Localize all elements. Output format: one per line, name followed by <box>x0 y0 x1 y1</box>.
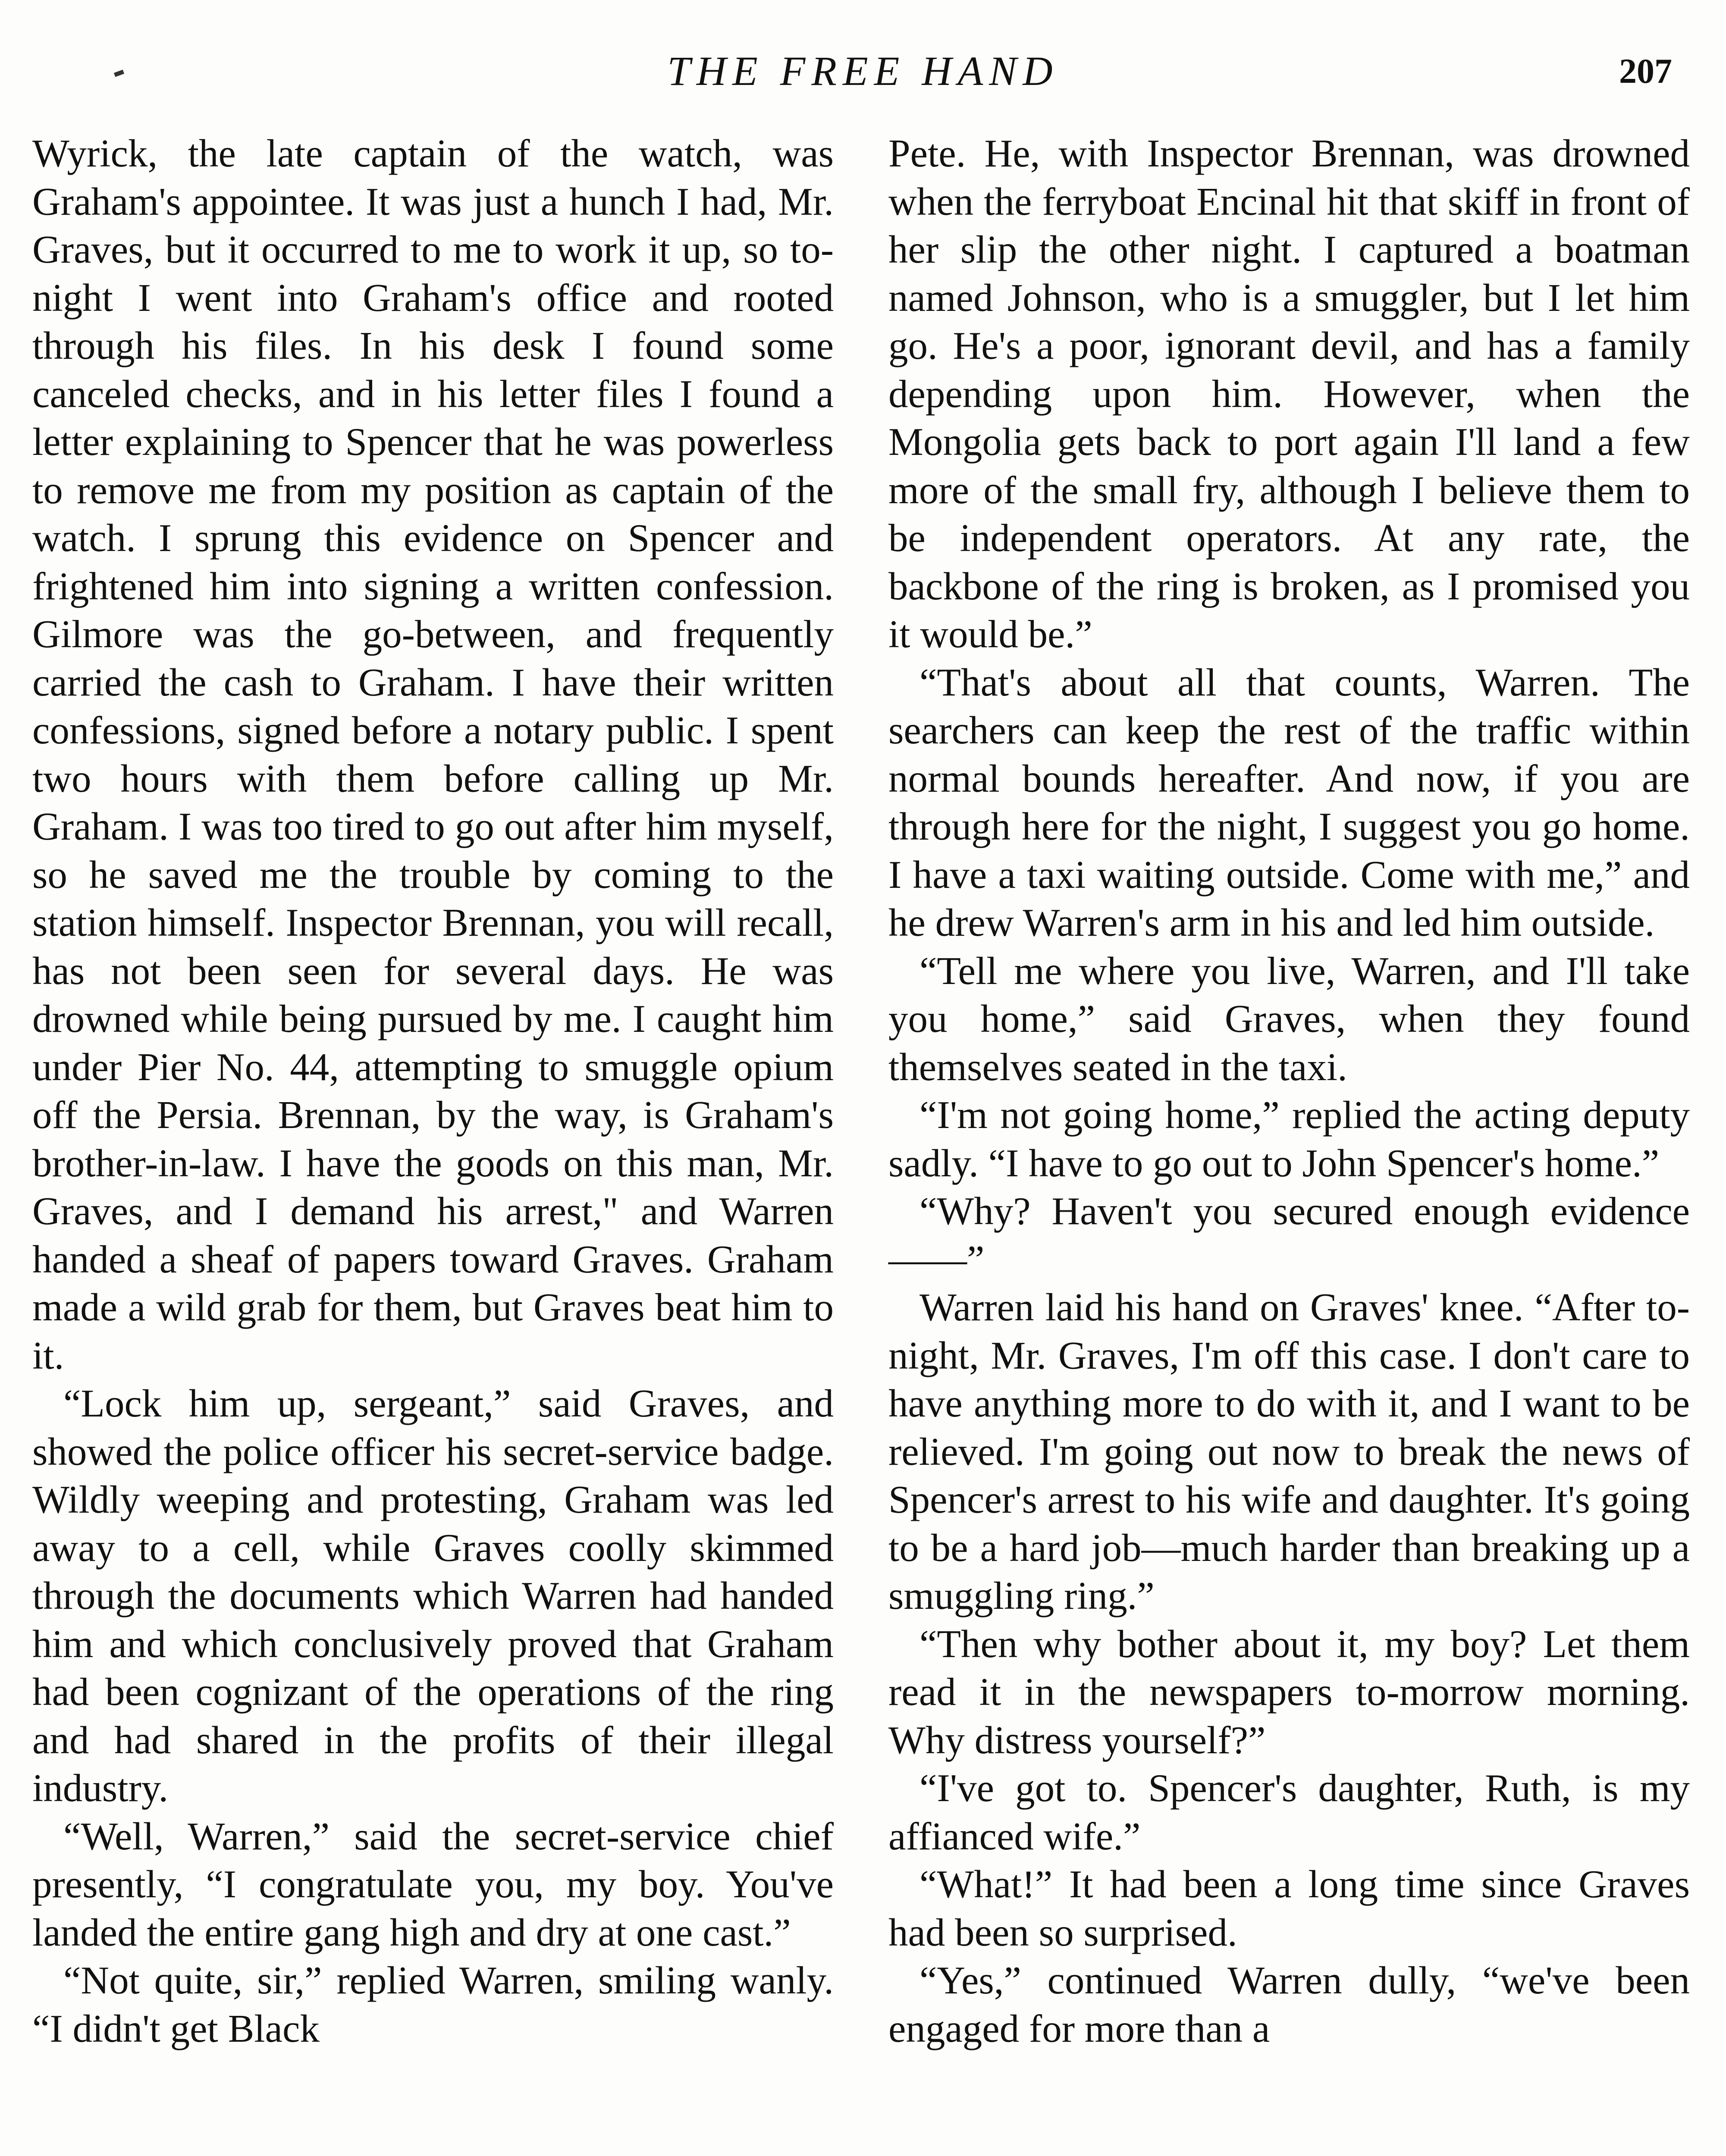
paragraph: Warren laid his hand on Graves' knee. “After to-night, Mr. Graves, I'm off this case. I don't care to have anything more to do with it, and I want to be relieved. I'm going out now to break the news of Spencer's arrest to his wife and daughter. It's going to be a hard job—much harder than breaking up a smuggling ring.” <box>888 1285 1690 1617</box>
paragraph: “Not quite, sir,” replied Warren, smiling wanly. “I didn't get Black <box>32 1959 834 2050</box>
paragraph: “Lock him up, sergeant,” said Graves, and showed the police officer his secret-service badge. Wildly weeping and protesting, Graham was led away to a cell, while Graves coolly skimmed through the documents which Warren had handed him and which conclusively proved that Graham had been cognizant of the operations of the ring and had shared in the profits of their illegal industry. <box>32 1382 834 1810</box>
right-column <box>888 129 1690 2053</box>
paragraph: Wyrick, the late captain of the watch, was Graham's appointee. It was just a hunch I had, Mr. Graves, but it occurred to me to work it up, so to-night I went into Graham's office and rooted through his files. In his desk I found some canceled checks, and in his letter files I found a letter explaining to Spencer that he was powerless to remove me from my position as captain of the watch. I sprung this evidence on Spencer and frightened him into signing a written confession. Gilmore was the go-between, and frequently carried the cash to Graham. I have their written confessions, signed before a notary public. I spent two hours with them before calling up Mr. Graham. I was too tired to go out after him myself, so he saved me the trouble by coming to the station himself. Inspector Brennan, you will recall, has not been seen for several days. He was drowned while being pursued by me. I caught him under Pier No. 44, attempting to smuggle opium off the Persia. Brennan, by the way, is Graham's brother-in-law. I have the goods on this man, Mr. Graves, and I demand his arrest," and Warren handed a sheaf of papers toward Graves. Graham made a wild grab for them, but Graves beat him to it. <box>32 132 834 1377</box>
paragraph: Pete. He, with Inspector Brennan, was drowned when the ferryboat Encinal hit that skiff in front of her slip the other night. I captured a boatman named Johnson, who is a smuggler, but I let him go. He's a poor, ignorant devil, and has a family depending upon him. However, when the Mongolia gets back to port again I'll land a few more of the small fry, although I believe them to be independent operators. At any rate, the backbone of the ring is broken, as I promised you it would be.” <box>888 132 1690 656</box>
running-title: THE FREE HAND <box>667 48 1059 94</box>
paragraph: “Then why bother about it, my boy? Let them read it in the newspapers to-morrow morning. Why distress yourself?” <box>888 1622 1690 1762</box>
paragraph: “Yes,” continued Warren dully, “we've been engaged for more than a <box>888 1959 1690 2050</box>
paragraph: “Tell me where you live, Warren, and I'll take you home,” said Graves, when they found themselves seated in the taxi. <box>888 949 1690 1089</box>
paragraph: “I've got to. Spencer's daughter, Ruth, is my affianced wife.” <box>888 1766 1690 1858</box>
page-number: 207 <box>1619 51 1672 91</box>
page-header <box>0 41 1726 101</box>
left-column <box>32 129 834 2053</box>
paragraph: “Why? Haven't you secured enough evidence——” <box>888 1189 1690 1281</box>
paragraph: “What!” It had been a long time since Graves had been so surprised. <box>888 1862 1690 1954</box>
paragraph: “That's about all that counts, Warren. The searchers can keep the rest of the traffic within normal bounds hereafter. And now, if you are through here for the night, I suggest you go home. I have a taxi waiting outside. Come with me,” and he drew Warren's arm in his and led him outside. <box>888 660 1690 944</box>
paragraph: “Well, Warren,” said the secret-service chief presently, “I congratulate you, my boy. You've landed the entire gang high and dry at one cast.” <box>32 1814 834 1954</box>
paragraph: “I'm not going home,” replied the acting deputy sadly. “I have to go out to John Spencer's home.” <box>888 1093 1690 1185</box>
